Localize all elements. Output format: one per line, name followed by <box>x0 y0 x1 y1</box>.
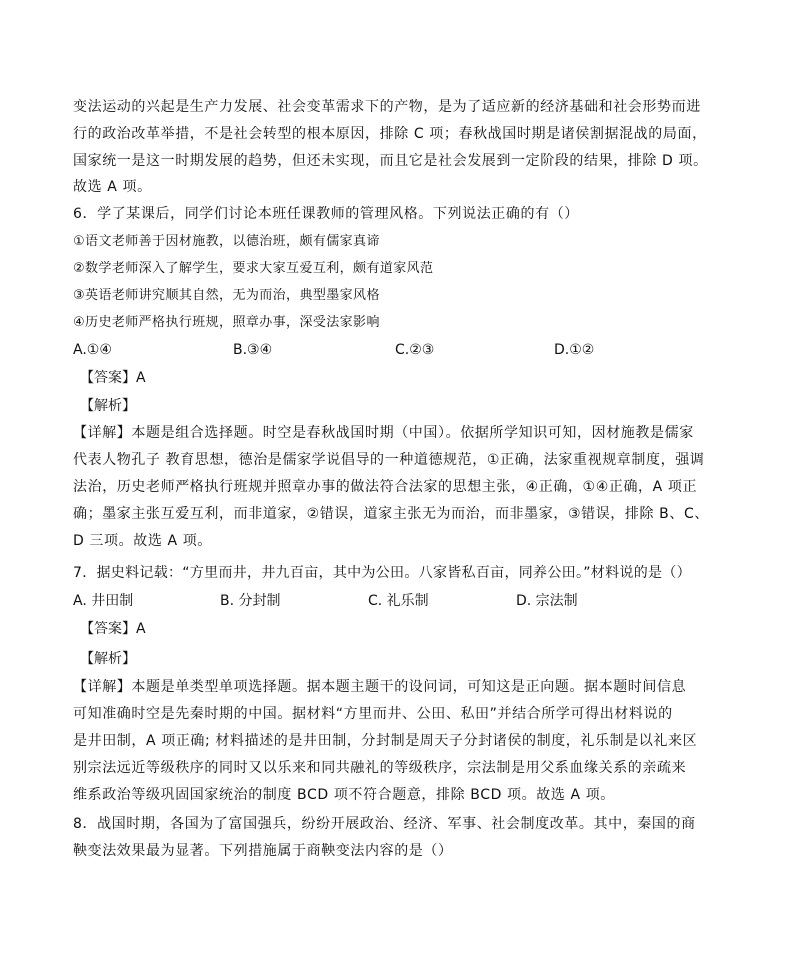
prev-explanation-line: 故选 A 项。 <box>73 179 152 195</box>
question-6-statement: ③英语老师讲究顺其自然，无为而治，典型墨家风格 <box>73 288 380 303</box>
question-7-detail-line: 别宗法远近等级秩序的同时又以乐来和同共融礼的等级秩序，宗法制是用父系血缘关系的亲疏来 <box>73 760 687 776</box>
question-6-detail-line: 代表人物孔子 教育思想，德治是儒家学说倡导的一种道德规范，①正确，法家重视规章制度，强调 <box>73 452 705 468</box>
question-7-stem: 7．据史料记载：“方里而井，井九百亩，其中为公田。八家皆私百亩，同养公田。”材料说的是（） <box>73 565 691 581</box>
question-6-detail-line: 【详解】本题是组合选择题。时空是春秋战国时期（中国）。依据所学知识可知，因材施教是儒家 <box>73 425 694 441</box>
question-7-detail-line: 【详解】本题是单类型单项选择题。据本题主题干的设问词，可知这是正向题。据本题时间信息 <box>73 679 687 695</box>
question-6-analysis-label: 【解析】 <box>80 398 136 414</box>
question-6-option-b: B.③④ <box>233 342 273 358</box>
question-6-stem: 6．学了某课后，同学们讨论本班任课教师的管理风格。下列说法正确的有（） <box>73 206 579 222</box>
question-6-statement: ②数学老师深入了解学生，要求大家互爱互利，颇有道家风范 <box>73 261 434 276</box>
question-7-analysis-label: 【解析】 <box>80 651 136 667</box>
question-8-stem-line: 8．战国时期，各国为了富国强兵，纷纷开展政治、经济、军事、社会制度改革。其中，秦国的商 <box>73 816 696 832</box>
question-6-answer: 【答案】A <box>80 370 146 386</box>
question-7-option-a: A. 井田制 <box>73 593 134 609</box>
question-7-detail-line: 是井田制，A 项正确; 材料描述的是井田制，分封制是周天子分封诸侯的制度，礼乐制是以礼来区 <box>73 733 698 749</box>
question-7-option-b: B. 分封制 <box>220 593 281 609</box>
question-7-detail-line: 维系政治等级巩固国家统治的制度 BCD 项不符合题意，排除 BCD 项。故选 A 项。 <box>73 787 615 803</box>
question-7-answer: 【答案】A <box>80 621 146 637</box>
prev-explanation-line: 国家统一是这一时期发展的趋势，但还未实现，而且它是社会发展到一定阶段的结果，排除 D 项。 <box>73 153 708 169</box>
question-6-option-d: D.①② <box>554 342 595 358</box>
question-6-statement: ①语文老师善于因材施教，以德治班，颇有儒家真谛 <box>73 234 380 249</box>
prev-explanation-line: 行的政治改革举措，不是社会转型的根本原因，排除 C 项；春秋战国时期是诸侯割据混战的局面， <box>73 126 707 142</box>
question-6-option-c: C.②③ <box>395 342 435 358</box>
question-7-option-c: C. 礼乐制 <box>368 593 429 609</box>
question-6-detail-line: 确；墨家主张互爱互利，而非道家，②错误，道家主张无为而治，而非墨家，③错误，排除 B、C、 <box>73 506 709 522</box>
question-6-option-a: A.①④ <box>73 342 112 358</box>
prev-explanation-line: 变法运动的兴起是生产力发展、社会变革需求下的产物，是为了适应新的经济基础和社会形势而进 <box>73 99 701 115</box>
question-7-detail-line: 可知准确时空是先秦时期的中国。据材料“方里而井、公田、私田”并结合所学可得出材料说的 <box>73 706 673 722</box>
question-6-detail-line: 法治，历史老师严格执行班规并照章办事的做法符合法家的思想主张，④正确，①④正确，A 项正 <box>73 479 698 495</box>
question-7-option-d: D. 宗法制 <box>516 593 578 609</box>
question-6-statement: ④历史老师严格执行班规，照章办事，深受法家影响 <box>73 315 380 330</box>
question-8-stem-line: 鞅变法效果最为显著。下列措施属于商鞅变法内容的是（） <box>73 843 453 859</box>
question-6-detail-line: D 三项。故选 A 项。 <box>73 533 212 549</box>
